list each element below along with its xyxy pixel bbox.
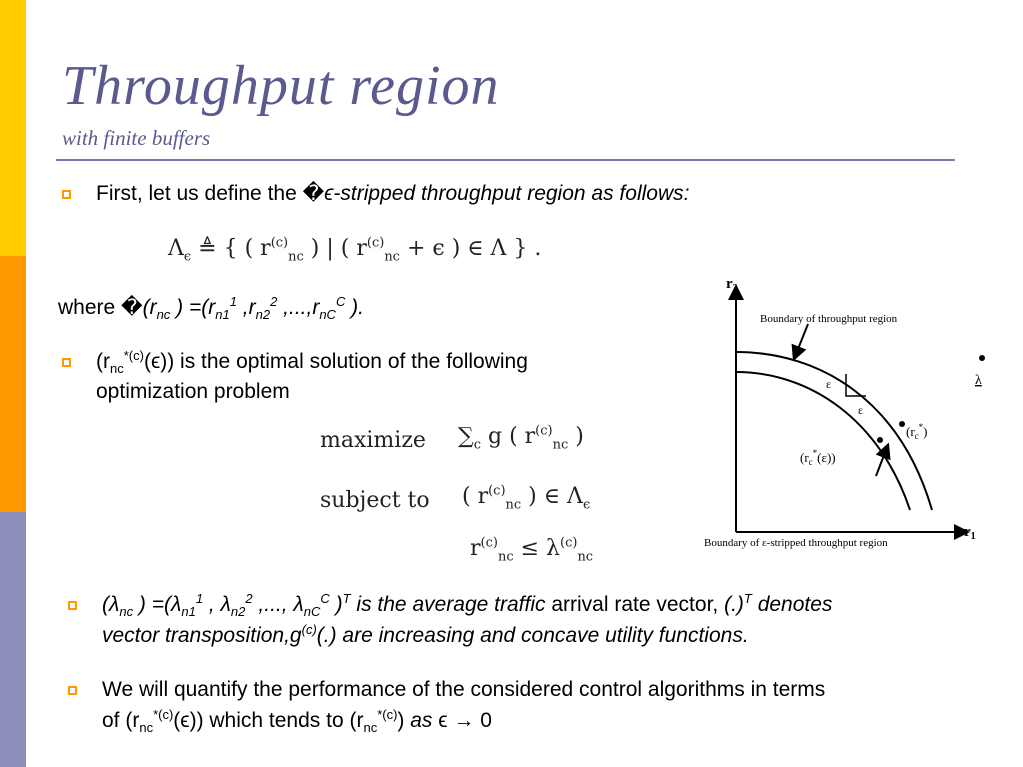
svg-text:Boundary of throughput region: Boundary of throughput region — [760, 313, 898, 325]
bullet-1-italic: ϵ-stripped throughput region as follows: — [324, 182, 690, 205]
bullet-1-lead: First, let us define the — [96, 182, 303, 205]
objective-expression: $\sum_c$ g ( $r^{(c)}_{nc}$ ) — [458, 423, 584, 453]
svg-text:(rc*(ε)): $(r_c^*(\varepsilon))$ — [800, 448, 836, 467]
slide-title: Throughput region — [62, 55, 500, 117]
accent-bar-yellow — [0, 0, 26, 256]
slide-subtitle: with finite buffers — [62, 126, 211, 150]
top-boundary-arrow — [796, 324, 808, 354]
maximize-label: maximize — [320, 428, 426, 453]
svg-text:(rc*): $(r_c^*)$ — [906, 422, 928, 441]
constraint-1: ( $r^{(c)}_{nc}$ ) ∈ $\Lambda_\epsilon$ — [462, 483, 591, 513]
rc-star-point — [899, 421, 905, 427]
bullet-4-line-1: We will quantify the performance of the considered control algorithms in terms — [102, 678, 826, 701]
svg-text:r1: $r_1$ — [964, 524, 976, 542]
bottom-boundary-arrow — [876, 450, 886, 476]
svg-text:ε: ε — [858, 403, 864, 417]
rc-epsilon-point — [877, 437, 883, 443]
svg-text:Boundary of ε-stripped through: Boundary of ε-stripped throughput region — [704, 537, 888, 549]
bullet-square-icon — [62, 358, 71, 367]
svg-text:r2: $r_2$ — [726, 276, 738, 294]
bullet-square-icon — [68, 601, 77, 610]
replacement-glyph: � — [121, 296, 143, 319]
svg-text:λ: λ — [975, 373, 982, 388]
bullet-4-line-2: of $(r_{nc}^{*(c)}(\epsilon))$ which tends to $(r_{nc}^{*(c)})$ as ϵ → 0 — [102, 707, 492, 736]
constraint-2: $r^{(c)}_{nc} \le \lambda^{(c)}_{nc}$ — [470, 535, 594, 565]
accent-bar-orange — [0, 256, 26, 512]
bullet-2-line-2: optimization problem — [96, 380, 290, 403]
subject-to-label: subject to — [320, 488, 430, 513]
title-divider — [56, 159, 955, 161]
bullet-1-text — [96, 179, 689, 209]
lambda-point — [979, 355, 985, 361]
accent-bar-purple — [0, 512, 26, 767]
bullet-square-icon — [68, 686, 77, 695]
throughput-boundary-curve — [736, 352, 932, 510]
bullet-3-line-2: vector $transposition,g^{(c)}(.)$ are increasing and concave utility functions. — [102, 622, 749, 647]
where-line: where $�(r_{nc}$ ) $=(r_{n1}^1$ $,r_{n2}^2$ $,...,r_{nC}^C$ ). — [58, 294, 364, 323]
bullet-3-line-1: ($\lambda_{nc}$ ) $=(\lambda_{n1}^1$ , $\lambda_{n2}^2$ ,..., $\lambda_{nC}^C$ )$^T$ is the average traffic arrival rate vector, (.)$^T$ denotes — [102, 591, 833, 620]
throughput-region-diagram — [700, 270, 1000, 555]
svg-text:ε: ε — [826, 377, 832, 391]
stripped-boundary-curve — [736, 372, 910, 510]
bullet-square-icon — [62, 190, 71, 199]
lambda-epsilon-definition: $\Lambda_\epsilon$ ≜ { ( $r^{(c)}_{nc}$ ) | ( $r^{(c)}_{nc} + \epsilon$ ) ∈ Λ } . — [168, 235, 542, 265]
replacement-glyph: � — [302, 182, 325, 205]
bullet-2-line-1: $(r_{nc}^{*(c)}(\epsilon))$ is the optimal solution of the following — [96, 348, 528, 377]
